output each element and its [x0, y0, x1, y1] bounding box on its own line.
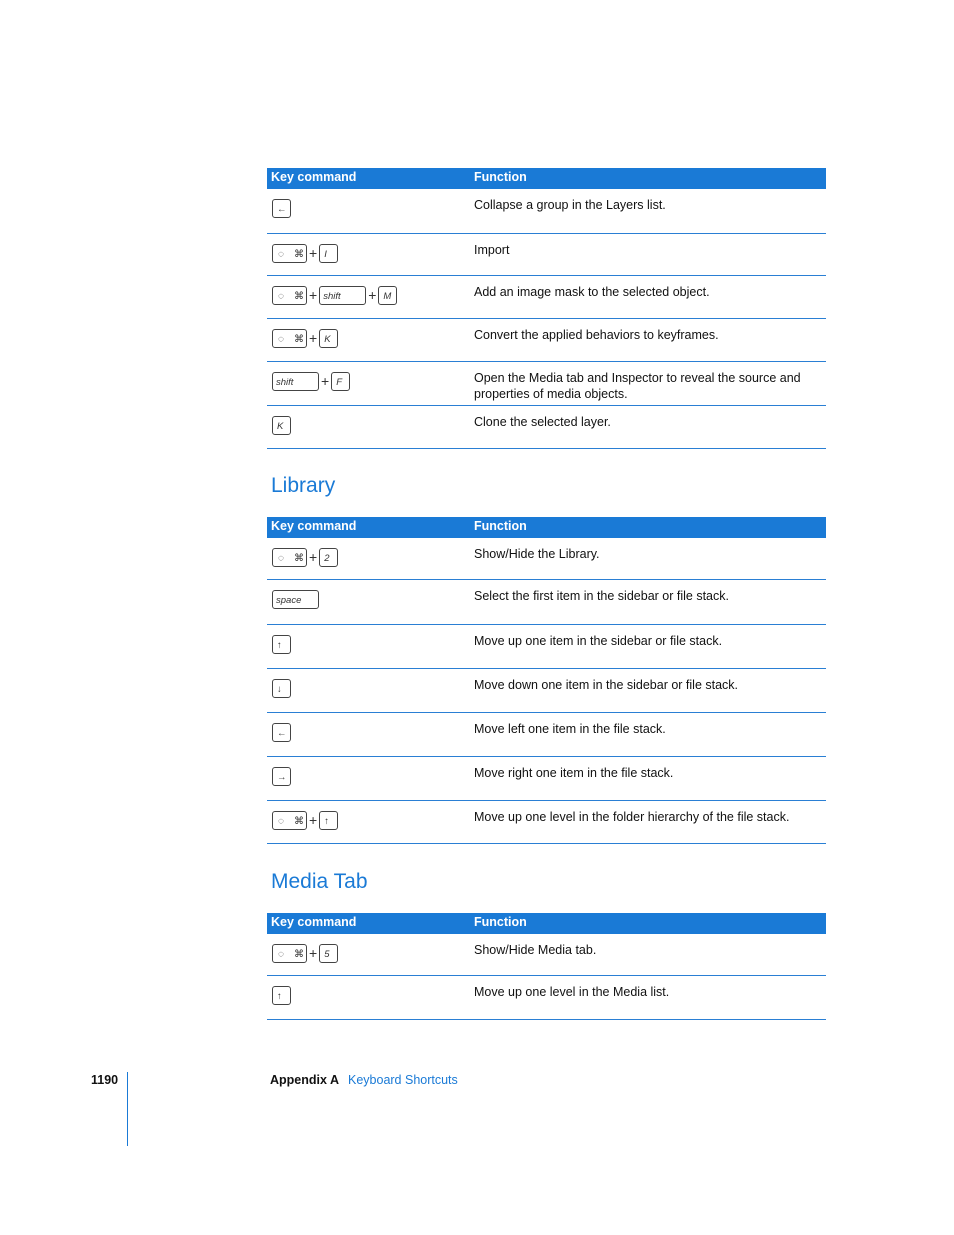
table-row — [267, 276, 826, 319]
key-combo — [272, 547, 338, 567]
footer-chapter-link[interactable]: Keyboard Shortcuts — [348, 1073, 458, 1087]
table-header — [267, 913, 826, 934]
command-key — [272, 548, 307, 567]
key-cap: ← — [272, 723, 291, 742]
footer-appendix: Appendix A — [270, 1073, 339, 1087]
key-combo — [272, 328, 338, 348]
table-row — [267, 669, 826, 713]
table-row — [267, 801, 826, 844]
key-command-header: Key command — [271, 519, 357, 533]
apple-icon: ◌ — [278, 333, 284, 345]
table-row — [267, 625, 826, 669]
plus-sign: + — [309, 549, 318, 565]
key-combo — [272, 943, 338, 963]
key-combo — [272, 678, 291, 698]
command-icon: ⌘ — [294, 290, 304, 302]
table-row — [267, 934, 826, 976]
key-combo — [272, 985, 291, 1005]
function-description: Clone the selected layer. — [474, 415, 611, 429]
shortcut-table-library — [267, 517, 826, 844]
section-title-media-tab: Media Tab — [271, 870, 368, 893]
table-row — [267, 976, 826, 1020]
table-row — [267, 538, 826, 580]
key-command-header: Key command — [271, 170, 357, 184]
command-key — [272, 811, 307, 830]
plus-sign: + — [368, 287, 377, 303]
function-description: Move up one level in the Media list. — [474, 985, 670, 999]
table-row — [267, 713, 826, 757]
key-cap: ↑ — [272, 635, 291, 654]
key-cap: M — [378, 286, 397, 305]
key-combo — [272, 589, 319, 609]
key-combo — [272, 810, 338, 830]
key-cap: ↓ — [272, 679, 291, 698]
plus-sign: + — [309, 945, 318, 961]
key-cap: shift — [319, 286, 366, 305]
command-icon: ⌘ — [294, 248, 304, 260]
key-cap: K — [272, 416, 291, 435]
plus-sign: + — [309, 287, 318, 303]
command-key — [272, 286, 307, 305]
key-combo — [272, 371, 350, 391]
function-header: Function — [474, 915, 527, 929]
section-title-library: Library — [271, 474, 336, 497]
table-header — [267, 168, 826, 189]
apple-icon: ◌ — [278, 815, 284, 827]
function-description: Select the first item in the sidebar or file stack. — [474, 589, 729, 603]
function-description: Collapse a group in the Layers list. — [474, 198, 666, 212]
command-icon: ⌘ — [294, 333, 304, 345]
key-cap: ↑ — [319, 811, 338, 830]
function-description: Move down one item in the sidebar or file stack. — [474, 678, 739, 692]
command-icon: ⌘ — [294, 552, 304, 564]
key-combo — [272, 415, 291, 435]
key-cap: ← — [272, 199, 291, 218]
key-cap: ↑ — [272, 986, 291, 1005]
plus-sign: + — [309, 245, 318, 261]
key-cap: K — [319, 329, 338, 348]
function-header: Function — [474, 519, 527, 533]
shortcut-table-general — [267, 168, 826, 449]
plus-sign: + — [321, 373, 330, 389]
function-description: Show/Hide the Library. — [474, 547, 600, 561]
table-row — [267, 234, 826, 276]
function-description: Move up one item in the sidebar or file stack. — [474, 634, 723, 648]
key-cap: 2 — [319, 548, 338, 567]
key-cap: shift — [272, 372, 319, 391]
function-description: Move up one level in the folder hierarchy of the file stack. — [474, 810, 790, 824]
key-combo — [272, 634, 291, 654]
command-key — [272, 244, 307, 263]
key-combo — [272, 198, 291, 218]
apple-icon: ◌ — [278, 948, 284, 960]
command-key — [272, 329, 307, 348]
table-row — [267, 319, 826, 362]
plus-sign: + — [309, 330, 318, 346]
apple-icon: ◌ — [278, 248, 284, 260]
key-command-header: Key command — [271, 915, 357, 929]
table-row — [267, 580, 826, 625]
command-icon: ⌘ — [294, 815, 304, 827]
key-cap: F — [331, 372, 350, 391]
command-key — [272, 944, 307, 963]
key-combo — [272, 243, 338, 263]
function-description: Move right one item in the file stack. — [474, 766, 674, 780]
key-cap: 5 — [319, 944, 338, 963]
table-row — [267, 757, 826, 801]
function-description: Open the Media tab and Inspector to reveal the source and properties of media objects. — [474, 371, 801, 401]
footer-divider — [127, 1072, 128, 1146]
key-cap: I — [319, 244, 338, 263]
key-cap: → — [272, 767, 291, 786]
function-description: Import — [474, 243, 510, 257]
function-description: Show/Hide Media tab. — [474, 943, 597, 957]
apple-icon: ◌ — [278, 552, 284, 564]
key-combo — [272, 722, 291, 742]
plus-sign: + — [309, 812, 318, 828]
function-description: Move left one item in the file stack. — [474, 722, 666, 736]
function-header: Function — [474, 170, 527, 184]
key-combo — [272, 766, 291, 786]
key-combo — [272, 285, 397, 305]
page-number: 1190 — [91, 1073, 119, 1087]
function-description: Convert the applied behaviors to keyframes. — [474, 328, 719, 342]
table-row — [267, 406, 826, 449]
table-row — [267, 362, 826, 406]
table-header — [267, 517, 826, 538]
key-cap: space — [272, 590, 319, 609]
table-row — [267, 189, 826, 234]
function-description: Add an image mask to the selected object. — [474, 285, 710, 299]
shortcut-table-media-tab — [267, 913, 826, 1020]
apple-icon: ◌ — [278, 290, 284, 302]
command-icon: ⌘ — [294, 948, 304, 960]
